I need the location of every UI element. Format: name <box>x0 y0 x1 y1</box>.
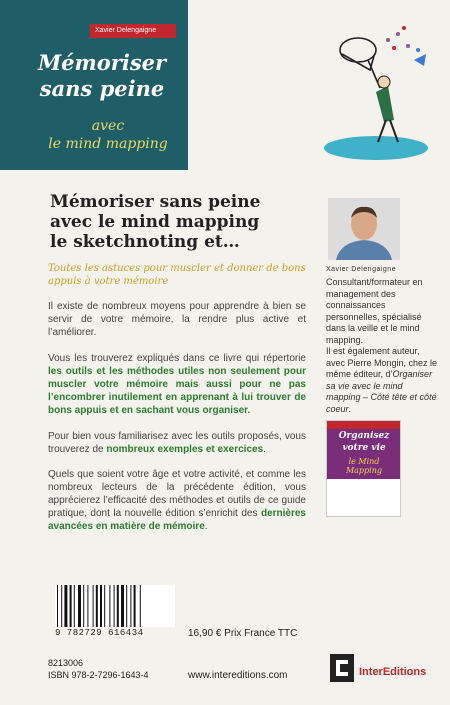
barcode-bar <box>70 585 72 627</box>
barcode-bar <box>114 585 115 627</box>
barcode-bar <box>126 585 127 627</box>
isbn: ISBN 978-2-7296-1643-4 <box>48 670 149 680</box>
paragraph-4-highlight: dernières avancées en matière de mémoire <box>48 508 306 532</box>
product-code: 8213006 <box>48 658 84 668</box>
barcode-bar <box>78 585 81 627</box>
publisher-logo-icon <box>330 654 354 682</box>
paragraph-2-intro: Vous les trouverez expliqués dans ce livre qui répertorie <box>48 353 306 364</box>
paragraph-4 <box>48 468 306 533</box>
barcode-bar <box>96 585 98 627</box>
author-bio <box>326 277 438 415</box>
author-name: Xavier Delengaigne <box>326 266 397 273</box>
barcode-bar <box>83 585 84 627</box>
cover-title-line1: Mémoriser <box>37 50 167 75</box>
paragraph-4-end: . <box>204 521 208 532</box>
related-book-title: Organisez <box>338 431 390 441</box>
barcode-bar <box>87 585 88 627</box>
author-bio-text: Il est également auteur, avec Pierre Mongin, chez le même éditeur, d’ <box>326 346 438 379</box>
publisher-name: InterEditions <box>359 666 427 678</box>
barcode <box>55 585 175 627</box>
title-line: Mémoriser sans peine <box>50 192 261 212</box>
barcode-bar <box>140 585 141 627</box>
paragraph-2 <box>48 352 306 417</box>
barcode-bar <box>121 585 124 627</box>
barcode-bar <box>130 585 131 627</box>
barcode-bar <box>104 585 105 627</box>
cover-author-tag: Xavier Delengaigne <box>90 24 176 38</box>
publisher-url: www.intereditions.com <box>188 670 288 681</box>
cover-subtitle-line1: avec <box>91 118 125 134</box>
barcode-bar <box>64 585 67 627</box>
title-line: le sketchnoting et… <box>50 232 240 252</box>
author-photo <box>328 198 400 260</box>
price: 16,90 € Prix France TTC <box>188 628 298 639</box>
barcode-bar <box>109 585 110 627</box>
author-bio-line2 <box>326 346 438 415</box>
author-bio-line1: Consultant/formateur en management des connaissances personnelles, spécialisé dans la veille et le mind mapping. <box>326 277 423 345</box>
butterfly-net-illustration <box>318 20 438 160</box>
barcode-bar <box>117 585 119 627</box>
related-book-cover <box>326 420 401 517</box>
paragraph-4-intro: Quels que soient votre âge et votre activité, et comme les nombreux lecteurs de la précédente édition, vous apprécierez l’efficacité des méthodes et outils de ce guide pratique, dont la nouvelle édition s’enrichit des <box>48 469 306 519</box>
author-bio-book: Organiser sa vie avec le mind mapping – Côté tête et côté coeur <box>326 369 437 414</box>
barcode-bar <box>57 585 58 627</box>
barcode-bar <box>61 585 62 627</box>
paragraph-1: Il existe de nombreux moyens pour apprendre à bien se servir de votre mémoire, la rendre plus active et l’améliorer. <box>48 301 306 338</box>
title-line: avec le mind mapping <box>50 212 260 232</box>
paragraph-3-highlight: nombreux exemples et exercices <box>106 444 264 455</box>
related-book-subtitle: le Mind Mapping <box>345 457 383 475</box>
tagline: Toutes les astuces pour muscler et donner de bons appuis à votre mémoire <box>48 263 306 287</box>
cover-title-line2: sans peine <box>39 76 165 101</box>
paragraph-3 <box>48 430 306 456</box>
paragraph-3-intro: Pour bien vous familiarisez avec les outils proposés, vous trouverez de <box>48 431 306 455</box>
paragraph-3-end: . <box>263 444 266 455</box>
barcode-bar <box>93 585 94 627</box>
related-book-top-band <box>327 421 400 429</box>
cover-subtitle-line2: le mind mapping <box>48 136 168 152</box>
paragraph-2-highlight: les outils et les méthodes utiles non seulement pour muscler votre mémoire mais aussi pour ne pas l’encombrer inutilement en apprenant à lui trouver de bons appuis et en sachant vous organiser. <box>48 366 306 416</box>
barcode-digits: 9 782729 616434 <box>55 628 144 638</box>
barcode-bar <box>100 585 102 627</box>
barcode-bar <box>134 585 136 627</box>
barcode-bar <box>74 585 75 627</box>
page-title <box>50 192 300 252</box>
related-book-title-2: votre vie <box>342 443 386 453</box>
author-bio-end: . <box>348 403 352 414</box>
